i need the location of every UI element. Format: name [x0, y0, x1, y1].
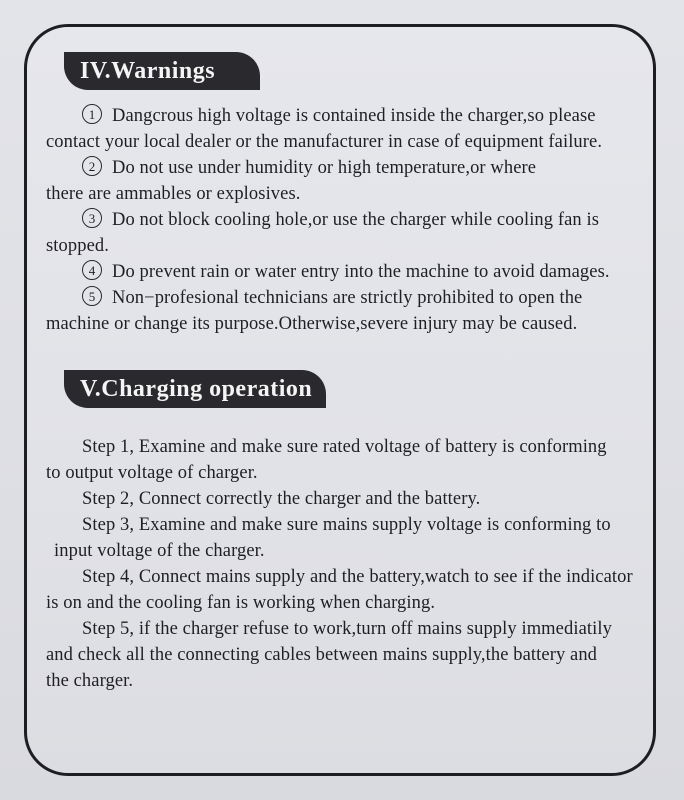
warning-item-3-line-1	[82, 207, 682, 233]
circled-number-2-icon: 2	[82, 156, 102, 176]
circled-number-4-icon: 4	[82, 260, 102, 280]
warning-item-2-line-2: there are ammables or explosives.	[46, 184, 301, 204]
step-1-line-1: Step 1, Examine and make sure rated voltage of battery is conforming	[82, 437, 607, 457]
charging-section-header: V.Charging operation	[64, 370, 326, 408]
step-3-line-2: input voltage of the charger.	[54, 541, 265, 561]
warnings-section-header: IV.Warnings	[64, 52, 260, 90]
warning-item-3-text: Do not block cooling hole,or use the charger while cooling fan is	[112, 210, 600, 230]
warning-item-1-line-2: contact your local dealer or the manufacturer in case of equipment failure.	[46, 132, 603, 152]
warning-item-3-line-2: stopped.	[46, 236, 109, 256]
step-5-line-1: Step 5, if the charger refuse to work,turn off mains supply immediatily	[82, 619, 612, 639]
step-4-line-1: Step 4, Connect mains supply and the battery,watch to see if the indicator	[82, 567, 633, 587]
warning-item-2-text: Do not use under humidity or high temperature,or where	[112, 158, 537, 178]
warning-item-2-line-1	[82, 155, 682, 181]
circled-number-3-icon: 3	[82, 208, 102, 228]
warning-item-5-text: Non−profesional technicians are strictly prohibited to open the	[112, 288, 583, 308]
step-5-line-3: the charger.	[46, 671, 134, 691]
step-4-line-2: is on and the cooling fan is working when charging.	[46, 593, 436, 613]
warning-item-4-text: Do prevent rain or water entry into the machine to avoid damages.	[112, 262, 610, 282]
step-1-line-2: to output voltage of charger.	[46, 463, 258, 483]
warning-item-4-line-1	[82, 259, 682, 285]
circled-number-1-icon: 1	[82, 104, 102, 124]
step-2-line-1: Step 2, Connect correctly the charger and the battery.	[82, 489, 481, 509]
warning-item-1-line-1	[82, 103, 682, 129]
circled-number-5-icon: 5	[82, 286, 102, 306]
warning-item-5-line-1	[82, 285, 682, 311]
step-3-line-1: Step 3, Examine and make sure mains supply voltage is conforming to	[82, 515, 611, 535]
step-5-line-2: and check all the connecting cables between mains supply,the battery and	[46, 645, 598, 665]
warning-item-5-line-2: machine or change its purpose.Otherwise,severe injury may be caused.	[46, 314, 578, 334]
warning-item-1-text: Dangcrous high voltage is contained inside the charger,so please	[112, 106, 596, 126]
